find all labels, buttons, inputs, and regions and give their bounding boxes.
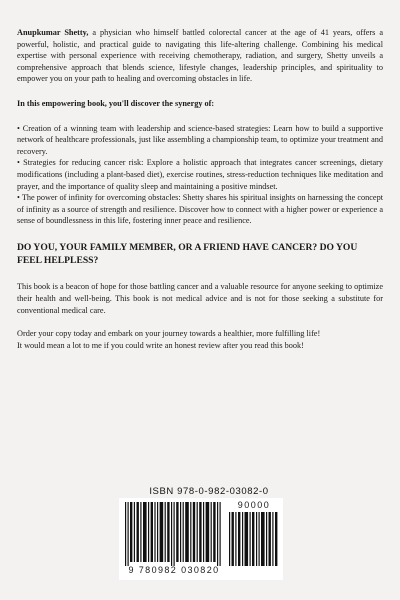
intro-text: a physician who himself battled colorectal cancer at the age of 41 years, offers a powerful, holistic, and practical guide to navigating this life-altering challenge. Combining his medical expertise with personal experience with receiving chemotherapy, radiation, and surgery, Shetty unveils a comprehensive approach that blends science, lifestyle changes, leadership principles, and spirituality to empower you on your path to healing and overcoming obstacles in life. [17, 28, 383, 84]
question-heading: DO YOU, YOUR FAMILY MEMBER, OR A FRIEND HAVE CANCER? DO YOU FEEL HELPLESS? [17, 241, 358, 267]
bullet-item: • Strategies for reducing cancer risk: Explore a holistic approach that integrates cancer screenings, dietary modifications (including a plant-based diet), exercise routines, stress-reduction techniques like meditation and prayer, and the importance of quality sleep and maintaining a positive mindset. [17, 158, 383, 191]
order-paragraph: Order your copy today and embark on your journey towards a healthier, more fulfilling life! [17, 329, 321, 339]
isbn-label: ISBN 978-0-982-03082-0 [149, 486, 269, 497]
bullet-item: • The power of infinity for overcoming obstacles: Shetty shares his spiritual insights on harnessing the concept of infinity as a source of strength and resilience. Discover how to connect with a higher power or experience a sense of boundlessness in this life, fostering inner peace and resilience. [17, 193, 383, 226]
intro-paragraph [17, 27, 383, 85]
bullet-item: • Creation of a winning team with leadership and science-based strategies: Learn how to build a supportive network of healthcare professionals, just like assembling a championship team, to optimize your treatment and recovery. [17, 123, 383, 156]
isbn-barcode [119, 498, 283, 580]
author-name: Anupkumar Shetty, [17, 28, 89, 37]
beacon-paragraph: This book is a beacon of hope for those battling cancer and a valuable resource for anyone seeking to optimize their health and well-being. This book is not medical advice and is not for those seeking a substitute for conventional medical care. [17, 282, 383, 315]
barcode-addon-code: 90000 [237, 500, 271, 510]
back-cover-text [17, 27, 383, 351]
review-paragraph: It would mean a lot to me if you could write an honest review after you read this book! [17, 340, 304, 350]
bullet-list [17, 123, 383, 227]
barcode-digits: 9 780982 030820 [128, 565, 220, 575]
discover-heading: In this empowering book, you'll discover the synergy of: [17, 98, 215, 108]
